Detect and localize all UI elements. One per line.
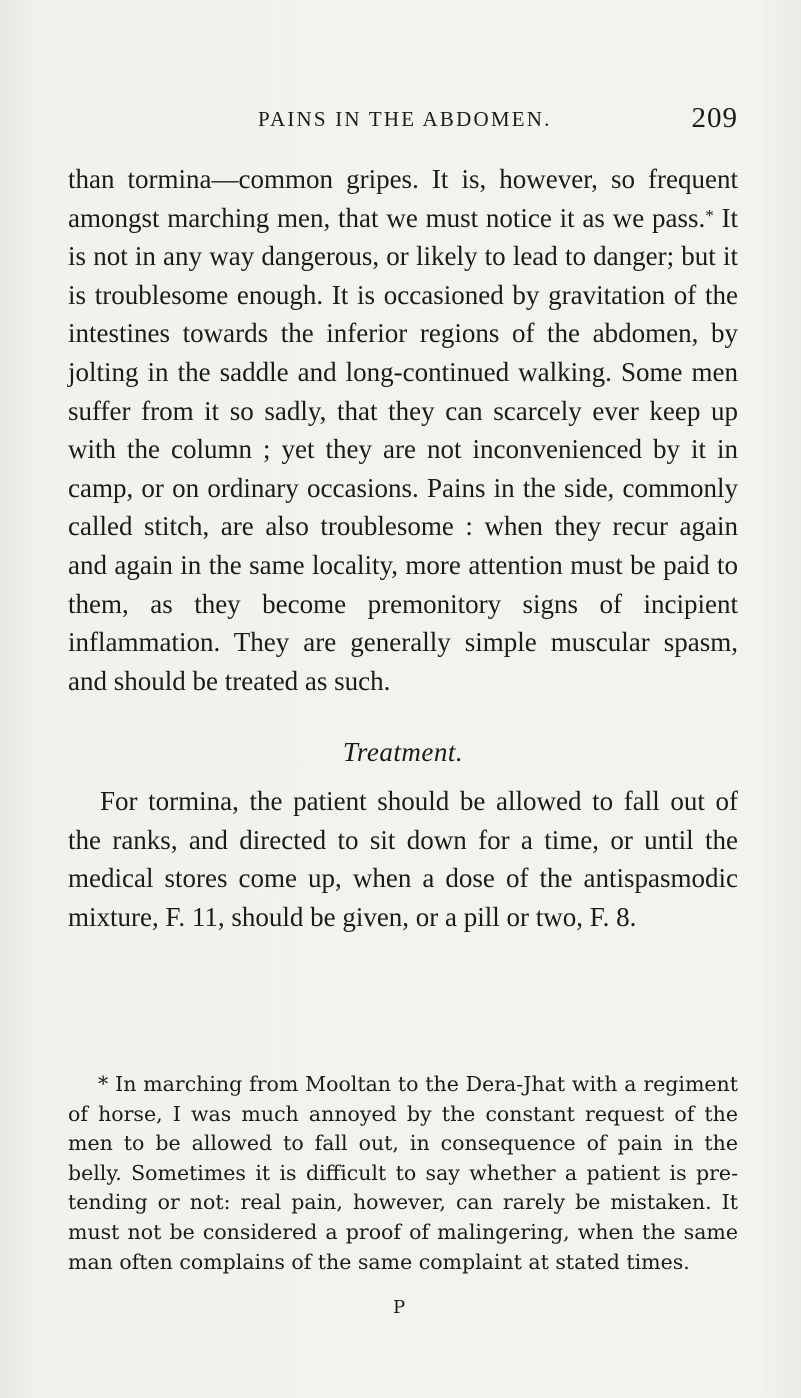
paragraph-2: For tormina, the patient should be allowed to fall out of the ranks, and directed to sit down for a time, or until the medical stores come up, when a dose of the antispasmodic mixture, F. 11, should be given, or a pill or two, F. 8. [68,785,738,932]
page-number: 209 [691,102,738,134]
section-heading: Treatment. [342,737,464,768]
main-text [68,160,738,936]
paragraph-1-part-a: than tormina—common gripes. It is, however, so frequent amongst marching men, that we must notice it as we pass. [68,164,738,233]
signature-mark: P [393,1297,407,1318]
footnote-reference-mark: * [705,205,714,225]
paragraph-1 [68,160,738,700]
paragraph-1-part-b: It is not in any way dangerous, or likely to lead to danger; but it is troublesome enough. It is occasioned by gravitation of the intestines towards the inferior regions of the abdomen, by jolting in the saddle and long-continued walking. Some men suffer from it so sadly, that they can scarcely ever keep up with the column ; yet they are not inconvenienced by it in camp, or on ordinary occasions. Pains in the side, commonly called stitch, are also troublesome : when they recur again and again in the same locality, more attention must be paid to them, as they become premonitory signs of incipient inflammation. They are generally simple muscular spasm, and should be treated as such. [68,202,738,696]
footnote [68,1070,738,1277]
footnote-text: * In marching from Mooltan to the Dera-Jhat with a regiment of horse, I was much annoyed by the constant request of the men to be allowed to fall out, in consequence of pain in the belly. Sometimes it is difficult to say whether a patient is pretending or not: real pain, however, can rarely be mistaken. It must not be considered a proof of malingering, when the same man often complains of the same complaint at stated times. [68,1072,738,1274]
running-head [258,104,738,140]
running-head-title: PAINS IN THE ABDOMEN. [258,107,552,131]
